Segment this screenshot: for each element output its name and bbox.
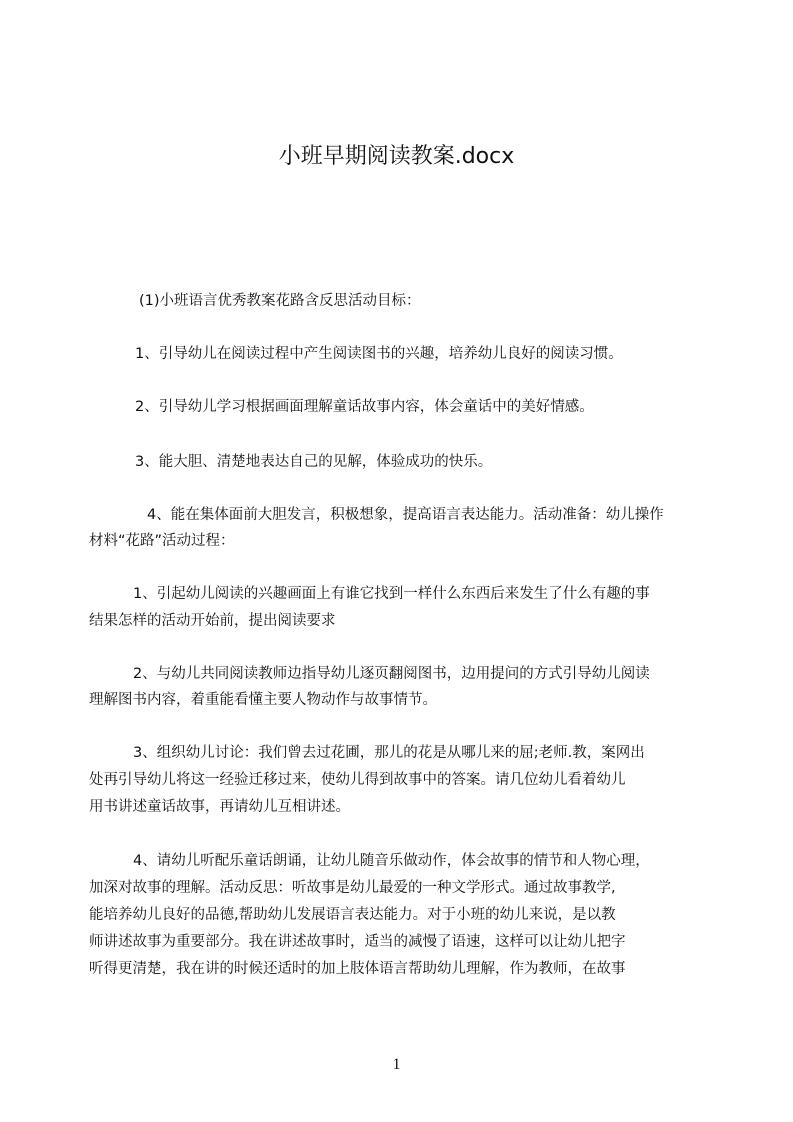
paragraph-line: 师讲述故事为重要部分。我在讲述故事时，适当的减慢了语速，这样可以让幼儿把字 <box>89 934 626 950</box>
paragraph-line: 1、引导幼儿在阅读过程中产生阅读图书的兴趣，培养幼儿良好的阅读习惯。 <box>135 346 623 362</box>
paragraph-line: 2、引导幼儿学习根据画面理解童话故事内容，体会童话中的美好情感。 <box>135 399 594 415</box>
document-title: 小班早期阅读教案.docx <box>278 144 515 169</box>
paragraph-line: 4、请幼儿听配乐童话朗诵，让幼儿随音乐做动作，体会故事的情节和人物心理， <box>133 853 650 869</box>
paragraph-line: 能培养幼儿良好的品德,帮助幼儿发展语言表达能力。对于小班的幼儿来说，是以教 <box>89 907 616 923</box>
paragraph-line: 2、与幼儿共同阅读教师边指导幼儿逐页翻阅图书，边用提问的方式引导幼儿阅读 <box>133 666 650 682</box>
page-number: 1 <box>392 1056 401 1073</box>
paragraph-line: 处再引导幼儿将这一经验迁移过来，使幼儿得到故事中的答案。请几位幼儿看着幼儿 <box>89 772 626 788</box>
paragraph-line: 4、能在集体面前大胆发言，积极想象，提高语言表达能力。活动准备：幼儿操作 <box>147 507 664 523</box>
paragraph-line: 加深对故事的理解。活动反思：听故事是幼儿最爱的一种文学形式。通过故事教学, <box>89 880 616 896</box>
paragraph-line: 3、组织幼儿讨论：我们曾去过花圃，那儿的花是从哪儿来的屈;老师.教，案网出 <box>133 745 645 761</box>
paragraph-line: 理解图书内容，着重能看懂主要人物动作与故事情节。 <box>89 692 437 708</box>
paragraph-line: 3、能大胆、清楚地表达自己的见解，体验成功的快乐。 <box>135 454 493 470</box>
paragraph-line: 用书讲述童话故事，再请幼儿互相讲述。 <box>89 799 350 815</box>
paragraph-line: (1)小班语言优秀教案花路含反思活动目标： <box>139 293 421 309</box>
paragraph-line: 结果怎样的活动开始前，提出阅读要求 <box>89 613 336 629</box>
paragraph-line: 材料“花路”活动过程： <box>89 533 235 549</box>
paragraph-line: 1、引起幼儿阅读的兴趣画面上有谁它找到一样什么东西后来发生了什么有趣的事 <box>133 586 650 602</box>
paragraph-line: 听得更清楚，我在讲的时候还适时的加上肢体语言帮助幼儿理解，作为教师，在故事 <box>89 961 626 977</box>
